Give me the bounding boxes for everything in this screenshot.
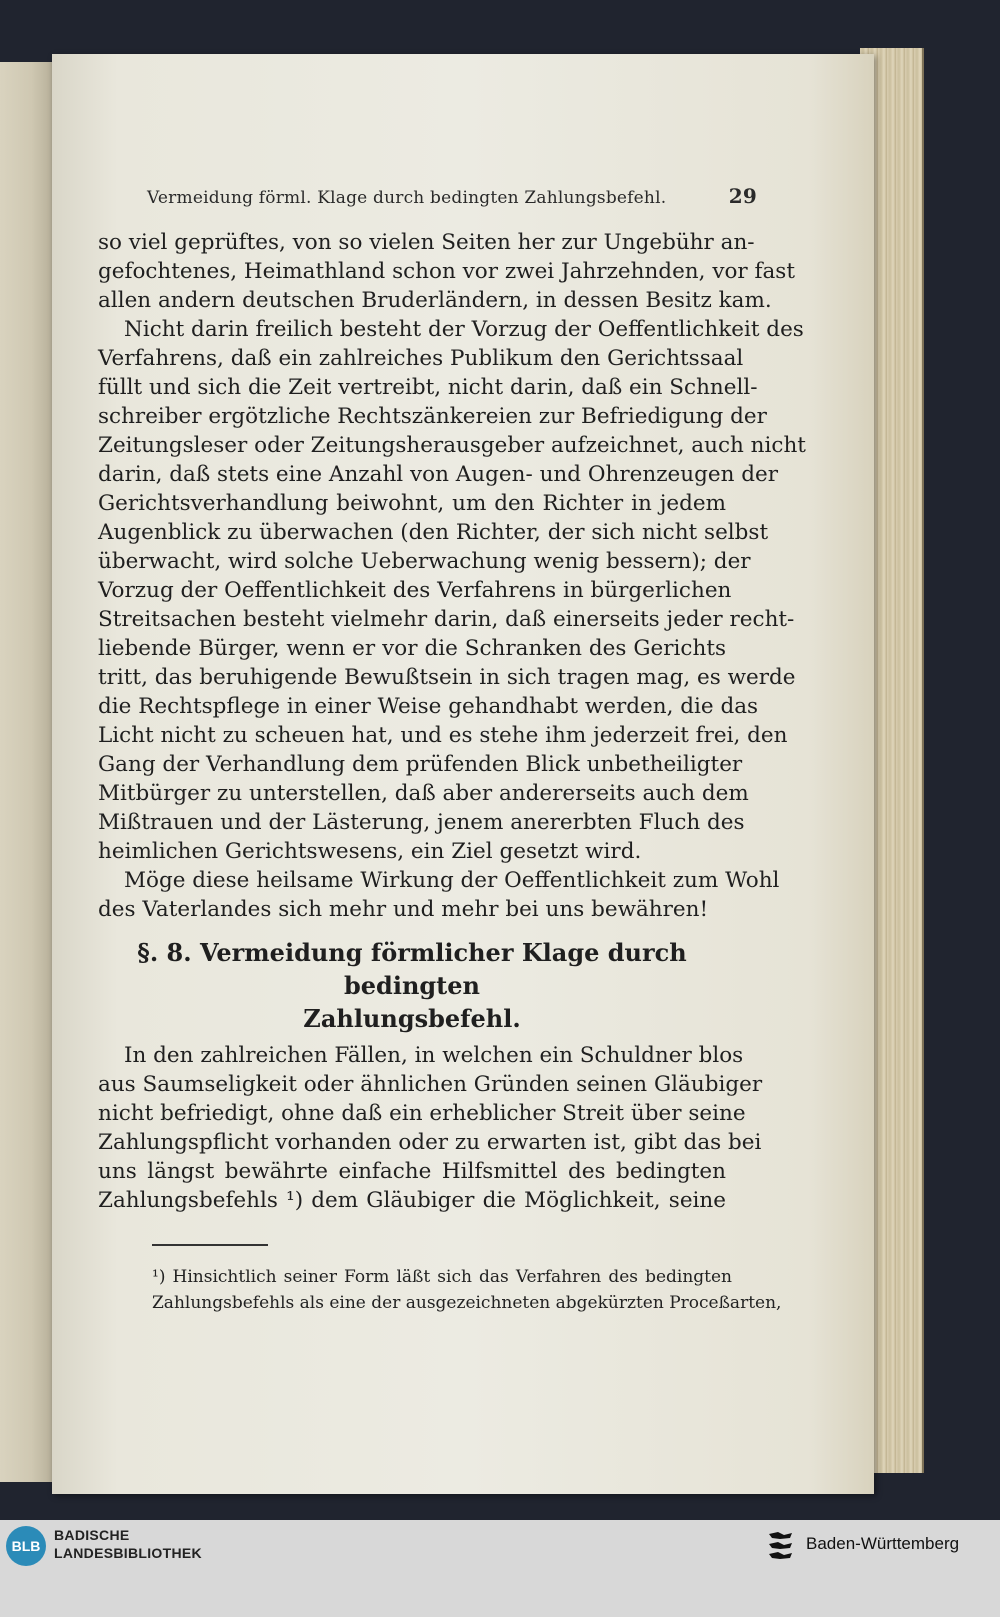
text-line: so viel geprüftes, von so vielen Seiten her zur Ungebühr an- xyxy=(98,230,755,255)
text-line: Zahlungspflicht vorhanden oder zu erwarten ist, gibt das bei xyxy=(98,1130,762,1155)
text-line: allen andern deutschen Bruderländern, in dessen Besitz kam. xyxy=(98,288,772,313)
paragraph-3 xyxy=(98,866,780,924)
text-line: liebende Bürger, wenn er vor die Schranken des Gerichts xyxy=(98,636,726,661)
section-heading-line-1: §. 8. Vermeidung förmlicher Klage durch bedingten xyxy=(137,938,687,1000)
text-line: Mißtrauen und der Lästerung, jenem anererbten Fluch des xyxy=(98,810,745,835)
section-heading xyxy=(98,936,726,1035)
footer-bar xyxy=(0,1520,1000,1617)
text-line: überwacht, wird solche Ueberwachung wenig bessern); der xyxy=(98,549,751,574)
library-name-line-2: LANDESBIBLIOTHEK xyxy=(54,1545,202,1561)
text-line: Zeitungsleser oder Zeitungsherausgeber aufzeichnet, auch nicht xyxy=(98,433,806,458)
text-line: tritt, das beruhigende Bewußtsein in sich tragen mag, es werde xyxy=(98,665,796,690)
text-line: uns längst bewährte einfache Hilfsmittel des bedingten xyxy=(98,1159,726,1184)
text-line: Mitbürger zu unterstellen, daß aber andererseits auch dem xyxy=(98,781,749,806)
paragraph-1 xyxy=(98,228,795,315)
text-line: darin, daß stets eine Anzahl von Augen- und Ohrenzeugen der xyxy=(98,462,779,487)
text-line: schreiber ergötzliche Rechtszänkereien zur Befriedigung der xyxy=(98,404,767,429)
running-head xyxy=(147,184,757,208)
text-line: Möge diese heilsame Wirkung der Oeffentlichkeit zum Wohl xyxy=(124,868,780,893)
body-text xyxy=(98,228,806,1215)
footnote-line-2: Zahlungsbefehls als eine der ausgezeichneten abgekürzten Proceßarten, xyxy=(152,1293,782,1313)
text-line: nicht befriedigt, ohne daß ein erheblicher Streit über seine xyxy=(98,1101,746,1126)
text-line: heimlichen Gerichtswesens, ein Ziel gesetzt wird. xyxy=(98,839,642,864)
text-line: gefochtenes, Heimathland schon vor zwei Jahrzehnden, vor fast xyxy=(98,259,795,284)
text-line: aus Saumseligkeit oder ähnlichen Gründen seinen Gläubiger xyxy=(98,1072,763,1097)
text-line: Verfahrens, daß ein zahlreiches Publikum den Gerichtssaal xyxy=(98,346,744,371)
text-line: füllt und sich die Zeit vertreibt, nicht darin, daß ein Schnell- xyxy=(98,375,758,400)
running-head-title: Vermeidung förml. Klage durch bedingten Zahlungsbefehl. xyxy=(147,188,667,208)
text-line: des Vaterlandes sich mehr und mehr bei uns bewähren! xyxy=(98,897,709,922)
section-heading-line-2: Zahlungsbefehl. xyxy=(303,1004,521,1033)
text-line: Nicht darin freilich besteht der Vorzug der Oeffentlichkeit des xyxy=(124,317,804,342)
paragraph-2 xyxy=(98,315,806,866)
page-number: 29 xyxy=(728,184,757,208)
footnote xyxy=(152,1264,782,1316)
state-name[interactable]: Baden-Württemberg xyxy=(806,1534,960,1553)
paragraph-4 xyxy=(98,1041,763,1215)
text-line: Augenblick zu überwachen (den Richter, der sich nicht selbst xyxy=(98,520,769,545)
blb-logo-icon[interactable] xyxy=(6,1526,46,1566)
text-line: Gerichtsverhandlung beiwohnt, um den Richter in jedem xyxy=(98,491,726,516)
state-lions-icon[interactable] xyxy=(766,1528,796,1562)
text-line: Zahlungsbefehls ¹) dem Gläubiger die Möglichkeit, seine xyxy=(98,1188,726,1213)
book-page xyxy=(52,54,874,1494)
text-line: Licht nicht zu scheuen hat, und es stehe ihm jederzeit frei, den xyxy=(98,723,788,748)
footnote-rule xyxy=(152,1244,268,1246)
text-line: Streitsachen besteht vielmehr darin, daß einerseits jeder recht- xyxy=(98,607,795,632)
blb-logo-text: BLB xyxy=(11,1538,41,1554)
text-line: Vorzug der Oeffentlichkeit des Verfahrens in bürgerlichen xyxy=(98,578,732,603)
library-name-line-1: BADISCHE xyxy=(54,1527,130,1543)
left-page-edge xyxy=(0,62,54,1482)
text-line: die Rechtspflege in einer Weise gehandhabt werden, die das xyxy=(98,694,759,719)
library-name[interactable] xyxy=(54,1526,202,1562)
text-line: In den zahlreichen Fällen, in welchen ein Schuldner blos xyxy=(124,1043,744,1068)
footnote-line-1: ¹) Hinsichtlich seiner Form läßt sich das Verfahren des bedingten xyxy=(152,1267,732,1287)
text-line: Gang der Verhandlung dem prüfenden Blick unbetheiligter xyxy=(98,752,743,777)
